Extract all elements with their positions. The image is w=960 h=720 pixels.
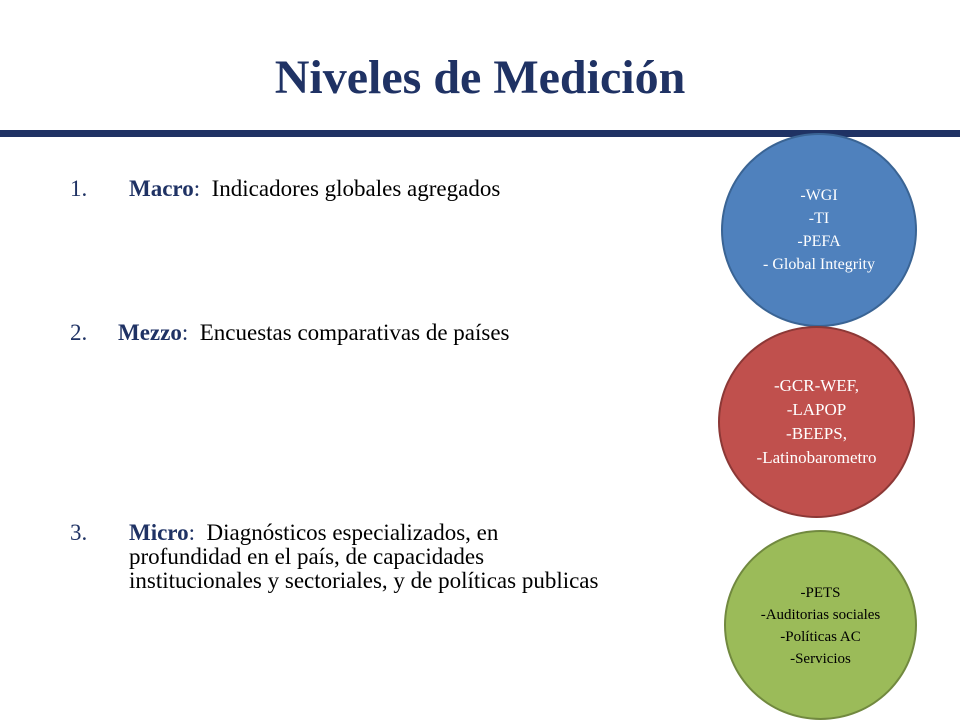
source-item: -TI (808, 210, 830, 227)
source-item: -GCR-WEF, (773, 376, 860, 395)
level-description: Encuestas comparativas de países (188, 320, 510, 345)
source-item: -LAPOP (786, 400, 847, 419)
mezzo-sources-circle (718, 326, 915, 518)
level-name: Micro (129, 520, 189, 545)
level-description: Indicadores globales agregados (200, 176, 501, 201)
level-text (70, 521, 690, 593)
source-item: -PEFA (797, 233, 841, 250)
level-separator: : (193, 176, 201, 201)
source-item: -BEEPS, (786, 424, 847, 443)
source-item: -Latinobarometro (756, 448, 877, 467)
level-description: Diagnósticos especializados, en (195, 520, 499, 545)
level-name: Mezzo (118, 320, 182, 345)
source-item: -Políticas AC (780, 629, 861, 645)
level-mezzo (70, 321, 690, 345)
level-number: 3. (70, 520, 88, 545)
source-item: -WGI (800, 187, 838, 204)
source-item: -PETS (800, 585, 841, 601)
level-name: Macro (129, 176, 194, 201)
slide-title: Niveles de Medición (274, 51, 686, 104)
source-item: - Global Integrity (763, 256, 875, 273)
level-text (70, 321, 690, 345)
level-separator: : (181, 320, 189, 345)
micro-sources-circle (724, 530, 917, 720)
level-description-line: institucionales y sectoriales, y de políticas publicas (129, 568, 599, 593)
level-number: 1. (70, 176, 88, 201)
level-description-line: profundidad en el país, de capacidades (129, 544, 485, 569)
level-number: 2. (70, 320, 88, 345)
level-description-line (129, 521, 690, 545)
level-micro (70, 521, 690, 593)
source-item: -Auditorias sociales (760, 607, 881, 623)
level-separator: : (188, 520, 195, 545)
level-text (70, 177, 690, 201)
level-macro (70, 177, 690, 201)
source-item: -Servicios (790, 651, 851, 667)
macro-sources-circle (721, 133, 917, 327)
